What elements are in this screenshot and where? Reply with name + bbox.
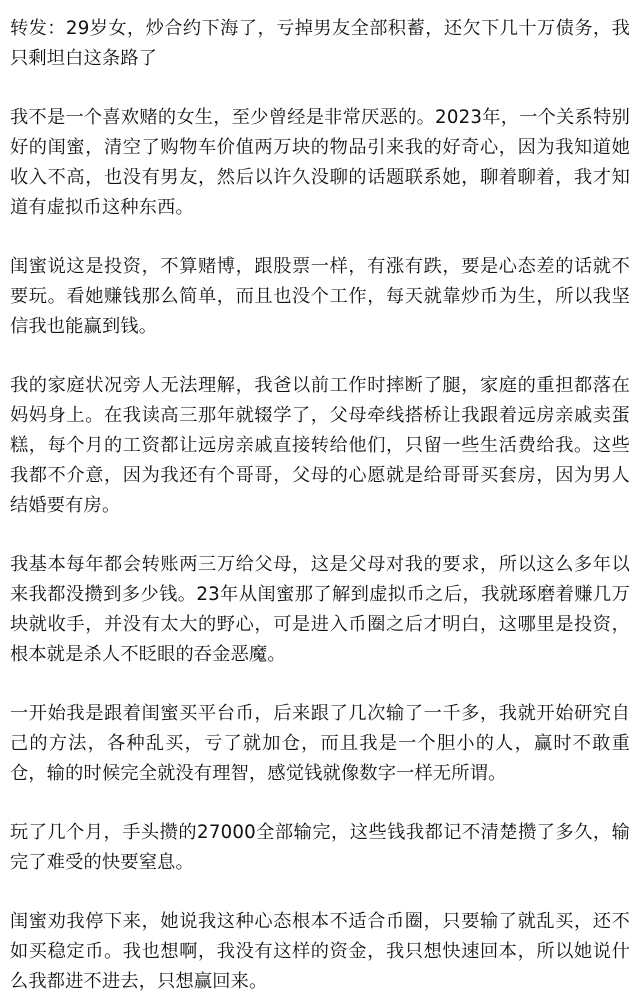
paragraph-5: 一开始我是跟着闺蜜买平台币，后来跟了几次输了一千多，我就开始研究自己的方法，各种乱买，亏了就加仓，而且我是一个胆小的人，赢时不敢重仓，输的时候完全就没有理智，感觉钱就像数字一样无所谓。 bbox=[10, 703, 630, 784]
paragraph-3: 我的家庭状况旁人无法理解，我爸以前工作时摔断了腿，家庭的重担都落在妈妈身上。在我读高三那年就辍学了，父母牵线搭桥让我跟着远房亲戚卖蛋糕，每个月的工资都让远房亲戚直接转给他们，只留一些生活费给我。这些我都不介意，因为我还有个哥哥，父母的心愿就是给哥哥买套房，因为男人结婚要有房。 bbox=[10, 375, 630, 516]
article-title: 转发：29岁女，炒合约下海了，亏掉男友全部积蓄，还欠下几十万债务，我只剩坦白这条路了 bbox=[10, 18, 630, 69]
paragraph-2: 闺蜜说这是投资，不算赌博，跟股票一样，有涨有跌，要是心态差的话就不要玩。看她赚钱那么简单，而且也没个工作，每天就靠炒币为生，所以我坚信我也能赢到钱。 bbox=[10, 256, 630, 337]
paragraph-4: 我基本每年都会转账两三万给父母，这是父母对我的要求，所以这么多年以来我都没攒到多少钱。23年从闺蜜那了解到虚拟币之后，我就琢磨着赚几万块就收手，并没有太大的野心，可是进入币圈之后才明白，这哪里是投资，根本就是杀人不眨眼的吞金恶魔。 bbox=[10, 554, 630, 665]
paragraph-7: 闺蜜劝我停下来，她说我这种心态根本不适合币圈，只要输了就乱买，还不如买稳定币。我也想啊，我没有这样的资金，我只想快速回本，所以她说什么我都进不进去，只想赢回来。 bbox=[10, 911, 630, 992]
paragraph-1: 我不是一个喜欢赌的女生，至少曾经是非常厌恶的。2023年，一个关系特别好的闺蜜，清空了购物车价值两万块的物品引来我的好奇心，因为我知道她收入不高，也没有男友，然后以许久没聊的话题联系她，聊着聊着，我才知道有虚拟币这种东西。 bbox=[10, 107, 630, 218]
paragraph-6: 玩了几个月，手头攒的27000全部输完，这些钱我都记不清楚攒了多久，输完了难受的快要窒息。 bbox=[10, 822, 630, 873]
